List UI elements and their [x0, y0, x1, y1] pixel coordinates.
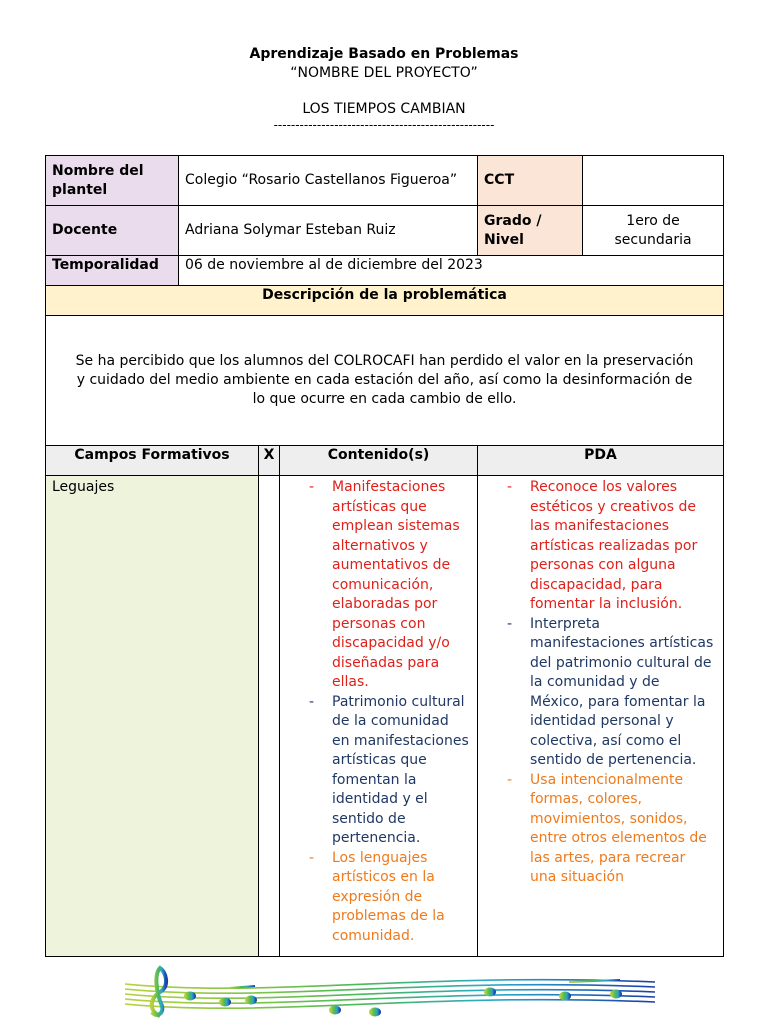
campo-formativo: Leguajes	[46, 476, 259, 957]
list-item: - Patrimonio cultural de la comunidad en manifestaciones artísticas que fomentan la identidad y el sentido de pertenencia.	[309, 693, 469, 846]
project-table	[45, 155, 724, 957]
col-contenidos-header: Contenido(s)	[280, 446, 478, 476]
problem-heading: Descripción de la problemática	[46, 286, 724, 316]
x-mark	[259, 476, 280, 957]
problem-description: Se ha percibido que los alumnos del COLROCAFI han perdido el valor en la preservación y cuidado del medio ambiente en cada estación del año, así como la desinformación de lo que ocurre en cada cambio de ello.	[46, 316, 724, 446]
grado-value: 1ero de secundaria	[583, 206, 724, 256]
cct-value	[583, 156, 724, 206]
col-pda-header: PDA	[478, 446, 724, 476]
list-item: - Manifestaciones artísticas que emplean sistemas alternativos y aumentativos de comunicación, elaboradas por personas con discapacidad y/o diseñadas para ellas.	[309, 479, 460, 690]
grado-label: Grado / Nivel	[478, 206, 583, 256]
music-staff-decoration	[120, 962, 660, 1022]
contenidos-list	[287, 478, 469, 946]
list-item: - Interpreta manifestaciones artísticas del patrimonio cultural de la comunidad y de México, para fomentar la identidad personal y colectiva, así como el sentido de pertenencia.	[507, 615, 714, 768]
docente-value: Adriana Solymar Esteban Ruiz	[179, 206, 478, 256]
col-campos-header: Campos Formativos	[46, 446, 259, 476]
temporalidad-value: 06 de noviembre al de diciembre del 2023	[179, 256, 724, 286]
project-name: LOS TIEMPOS CAMBIAN	[302, 101, 466, 117]
list-item: - Reconoce los valores estéticos y creativos de las manifestaciones artísticas realizadas por personas con alguna discapacidad, para fomentar la inclusión.	[507, 479, 698, 612]
cct-label: CCT	[478, 156, 583, 206]
separator-line: ---------------------------------------------------	[273, 118, 495, 132]
temporalidad-label: Temporalidad	[46, 256, 179, 286]
plantel-label: Nombre del plantel	[46, 156, 179, 206]
project-placeholder: “NOMBRE DEL PROYECTO”	[290, 65, 478, 81]
docente-label: Docente	[46, 206, 179, 256]
list-item: - Usa intencionalmente formas, colores, movimientos, sonidos, entre otros elementos de las artes, para recrear una situación	[507, 771, 707, 885]
list-item: - Los lenguajes artísticos en la expresión de problemas de la comunidad.	[309, 849, 445, 944]
pda-list	[485, 478, 715, 888]
document-title: Aprendizaje Basado en Problemas	[249, 46, 519, 62]
col-x-header: X	[259, 446, 280, 476]
plantel-value: Colegio “Rosario Castellanos Figueroa”	[179, 156, 478, 206]
